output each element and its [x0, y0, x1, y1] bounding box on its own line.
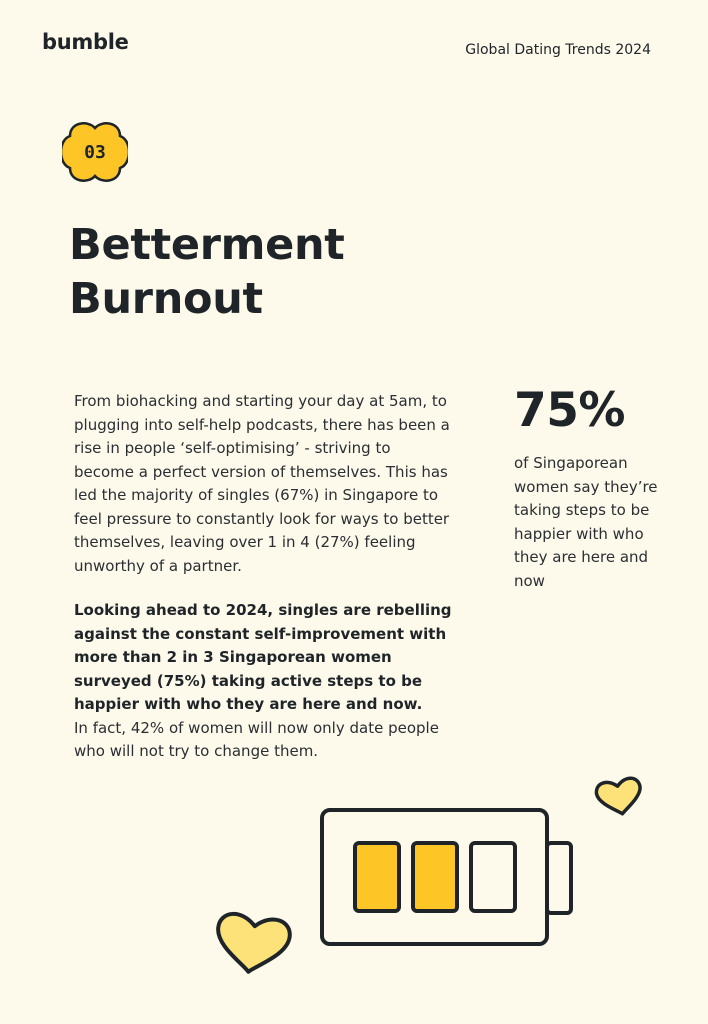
stat-description: of Singaporean women say they’re taking steps to be happier with who they are here and now: [514, 454, 658, 590]
body-paragraph-2-detail: In fact, 42% of women will now only date people who will not try to change them.: [74, 718, 439, 760]
battery-cell-2: [413, 843, 457, 911]
battery-tip: [547, 843, 571, 913]
battery-cell-3: [471, 843, 515, 911]
battery-cell-1: [355, 843, 399, 911]
section-number: 03: [84, 141, 106, 163]
section-title-line-2: Burnout: [69, 274, 263, 324]
bumble-logo: bumble: [42, 30, 129, 54]
stat-value: 75%: [514, 383, 625, 438]
body-paragraph-1: From biohacking and starting your day at 5am, to plugging into self-help podcasts, there has been a rise in people ‘self-optimising’ - striving to become a perfect version of themselves. This has led the majority of singles (67%) in Singapore to feel pressure to constantly look for ways to better themselves, leaving over 1 in 4 (27%) feeling unworthy of a partner.: [74, 392, 450, 575]
heart-icon: [595, 777, 644, 818]
report-title: Global Dating Trends 2024: [465, 42, 651, 58]
section-title-line-1: Betterment: [69, 220, 345, 270]
body-paragraph-2-highlight: Looking ahead to 2024, singles are rebelling against the constant self-improvement with more than 2 in 3 Singaporean women surveyed (75%) taking active steps to be happier with who they are here and now.: [74, 601, 452, 713]
heart-icon: [213, 912, 292, 977]
